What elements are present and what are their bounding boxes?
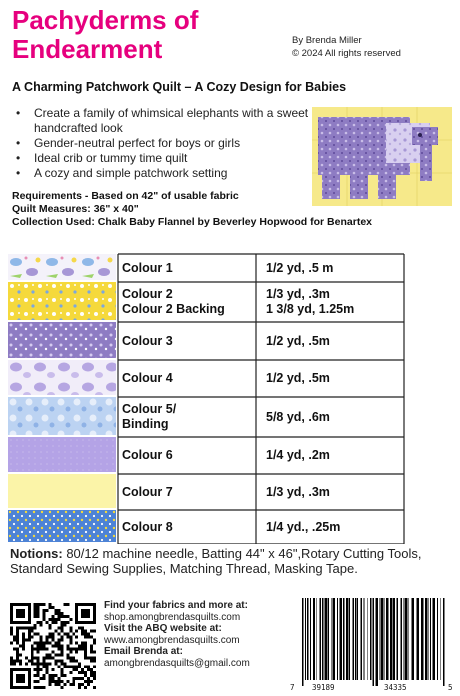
fabric-colour-name-line: Colour 1 xyxy=(122,260,173,275)
requirements-block xyxy=(12,190,372,229)
fabric-amount-line: 1/4 yd, .2m xyxy=(266,448,330,462)
fabric-colour-name-line: Colour 5/ xyxy=(122,402,177,416)
fabric-colour-name-line: Colour 2 Backing xyxy=(122,302,225,316)
pattern-title-line2: Endearment xyxy=(12,34,163,64)
bullet-icon: • xyxy=(16,106,21,120)
author-block xyxy=(292,34,401,60)
fabric-colour-name-line: Colour 7 xyxy=(122,484,173,499)
visit-website-heading: Visit the ABQ website at: xyxy=(104,623,222,634)
contact-block xyxy=(104,600,250,669)
email-link[interactable]: amongbrendasquilts@gmail.com xyxy=(104,657,250,669)
fabric-colour-name-line: Colour 3 xyxy=(122,333,173,348)
fabric-amount-line: 1/3 yd, .3m xyxy=(266,287,330,301)
feature-item xyxy=(14,151,314,166)
barcode-digits-right: 34335 xyxy=(384,683,407,692)
fabric-amount-line: 1/2 yd, .5 m xyxy=(266,260,334,275)
upc-barcode-image xyxy=(294,598,454,692)
fabric-colour-name-line: Colour 8 xyxy=(122,519,173,534)
fabric-amount-line: 1/3 yd, .3m xyxy=(266,484,330,499)
pattern-title-line1: Pachyderms of xyxy=(12,5,199,35)
fabric-amount-line: 1/2 yd, .5m xyxy=(266,333,330,348)
author-name: By Brenda Miller xyxy=(292,35,362,46)
fabric-colour-name-line: Colour 6 xyxy=(122,448,173,462)
barcode-digit-lead: 7 xyxy=(290,683,295,692)
fabric-amount-line: 5/8 yd, .6m xyxy=(266,409,330,424)
fabric-amount-line: 1/2 yd, .5m xyxy=(266,371,330,385)
shop-link[interactable]: shop.amongbrendasquilts.com xyxy=(104,611,241,623)
fabric-amount-line: 1/4 yd., .25m xyxy=(266,519,341,534)
email-heading: Email Brenda at: xyxy=(104,646,183,657)
feature-item xyxy=(14,166,314,181)
fabric-colour-name-line: Binding xyxy=(122,417,169,431)
feature-list xyxy=(14,106,314,181)
feature-text: Ideal crib or tummy time quilt xyxy=(34,151,188,165)
pattern-title xyxy=(12,6,312,64)
feature-text: Gender-neutral perfect for boys or girls xyxy=(34,136,241,150)
feature-item xyxy=(14,136,314,151)
pattern-subtitle: A Charming Patchwork Quilt – A Cozy Design for Babies xyxy=(12,80,347,94)
feature-text: Create a family of whimsical elephants with a sweet xyxy=(34,106,309,120)
notions-label: Notions: xyxy=(10,546,63,561)
fabric-amount-line: 1 3/8 yd, 1.25m xyxy=(266,302,355,316)
notions-block xyxy=(10,546,454,576)
bullet-icon: • xyxy=(16,136,21,150)
website-link[interactable]: www.amongbrendasquilts.com xyxy=(104,634,240,646)
quilt-size-line: Quilt Measures: 36" x 40" xyxy=(12,203,139,215)
fabric-colour-name-line: Colour 4 xyxy=(122,371,173,385)
copyright-text: © 2024 All rights reserved xyxy=(292,48,401,59)
notions-text: 80/12 machine needle, Batting 44" x 46",Rotary Cutting Tools, Standard Sewing Supplies, Matching Thread, Masking Tape. xyxy=(10,546,422,576)
barcode-digit-check: 5 xyxy=(448,683,453,692)
bullet-icon: • xyxy=(16,166,21,180)
barcode-digits-left: 39189 xyxy=(312,683,335,692)
feature-text-cont: handcrafted look xyxy=(34,121,123,135)
barcode-digits xyxy=(290,683,458,693)
requirements-line: Requirements - Based on 42" of usable fabric xyxy=(12,190,239,202)
find-fabrics-heading: Find your fabrics and more at: xyxy=(104,600,248,611)
qr-code-image[interactable] xyxy=(10,603,96,689)
fabric-colour-name-line: Colour 2 xyxy=(122,287,173,301)
feature-item xyxy=(14,106,314,136)
collection-line: Collection Used: Chalk Baby Flannel by Beverley Hopwood for Benartex xyxy=(12,216,372,228)
table-grid-lines xyxy=(8,242,452,544)
bullet-icon: • xyxy=(16,151,21,165)
feature-text: A cozy and simple patchwork setting xyxy=(34,166,228,180)
